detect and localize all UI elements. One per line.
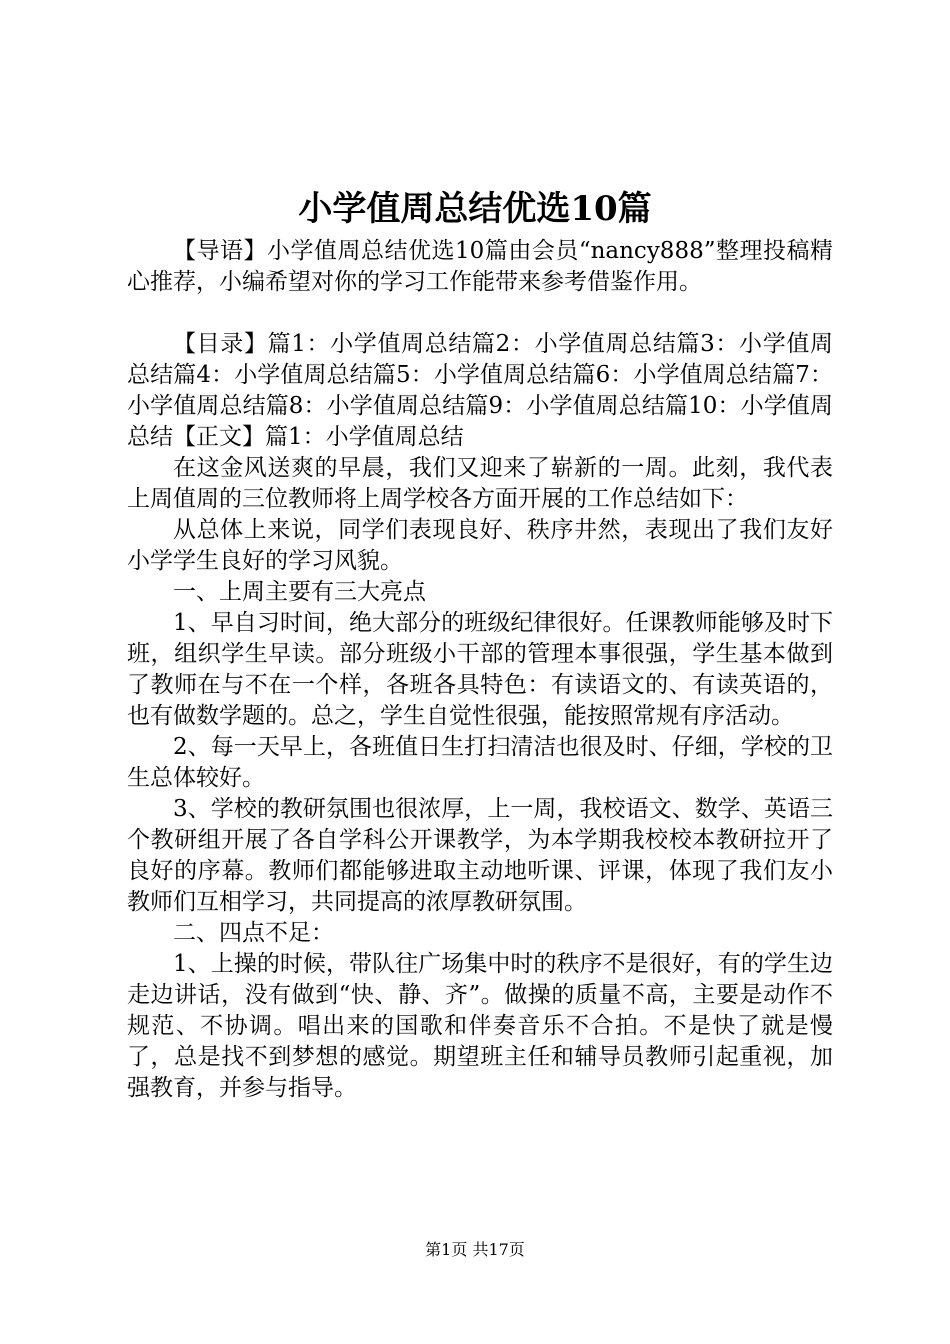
body-paragraph: 1、早自习时间，绝大部分的班级纪律很好。任课教师能够及时下班，组织学生早读。部分班级小干部的管理本事很强，学生基本做到了教师在与不在一个样，各班各具特色：有读语文的、有读英语的，也有做数学题的。总之，学生自觉性很强，能按照常规有序活动。 — [127, 610, 833, 729]
document-title: 小学值周总结优选10篇 — [298, 189, 652, 229]
document-body — [127, 236, 833, 1104]
body-paragraph: 从总体上来说，同学们表现良好、秩序井然，表现出了我们友好小学学生良好的学习风貌。 — [127, 517, 833, 574]
body-paragraph: 2、每一天早上，各班值日生打扫清洁也很及时、仔细，学校的卫生总体较好。 — [127, 734, 833, 791]
section-heading: 一、上周主要有三大亮点 — [173, 579, 426, 605]
body-paragraph: 1、上操的时候，带队往广场集中时的秩序不是很好，有的学生边走边讲话，没有做到“快、静、齐”。做操的质量不高，主要是动作不规范、不协调。唱出来的国歌和伴奏音乐不合拍。不是快了就是慢了，总是找不到梦想的感觉。期望班主任和辅导员教师引起重视，加强教育，并参与指导。 — [127, 951, 833, 1101]
body-paragraph: 3、学校的教研氛围也很浓厚，上一周，我校语文、数学、英语三个教研组开展了各自学科公开课教学，为本学期我校校本教研拉开了良好的序幕。教师们都能够进取主动地听课、评课，体现了我们友小教师们互相学习，共同提高的浓厚教研氛围。 — [127, 796, 833, 915]
section-heading: 二、四点不足： — [173, 920, 334, 946]
toc-paragraph: 【目录】篇1：小学值周总结篇2：小学值周总结篇3：小学值周总结篇4：小学值周总结篇5：小学值周总结篇6：小学值周总结篇7：小学值周总结篇8：小学值周总结篇9：小学值周总结篇10：小学值周总结【正文】篇1：小学值周总结 — [127, 331, 833, 450]
intro-paragraph: 【导语】小学值周总结优选10篇由会员“nancy888”整理投稿精心推荐，小编希望对你的学习工作能带来参考借鉴作用。 — [127, 238, 833, 295]
page-number: 第1页 共17页 — [425, 1240, 525, 1259]
paragraph-spacer — [127, 298, 833, 329]
body-paragraph: 在这金风送爽的早晨，我们又迎来了崭新的一周。此刻，我代表上周值周的三位教师将上周学校各方面开展的工作总结如下： — [127, 455, 833, 512]
